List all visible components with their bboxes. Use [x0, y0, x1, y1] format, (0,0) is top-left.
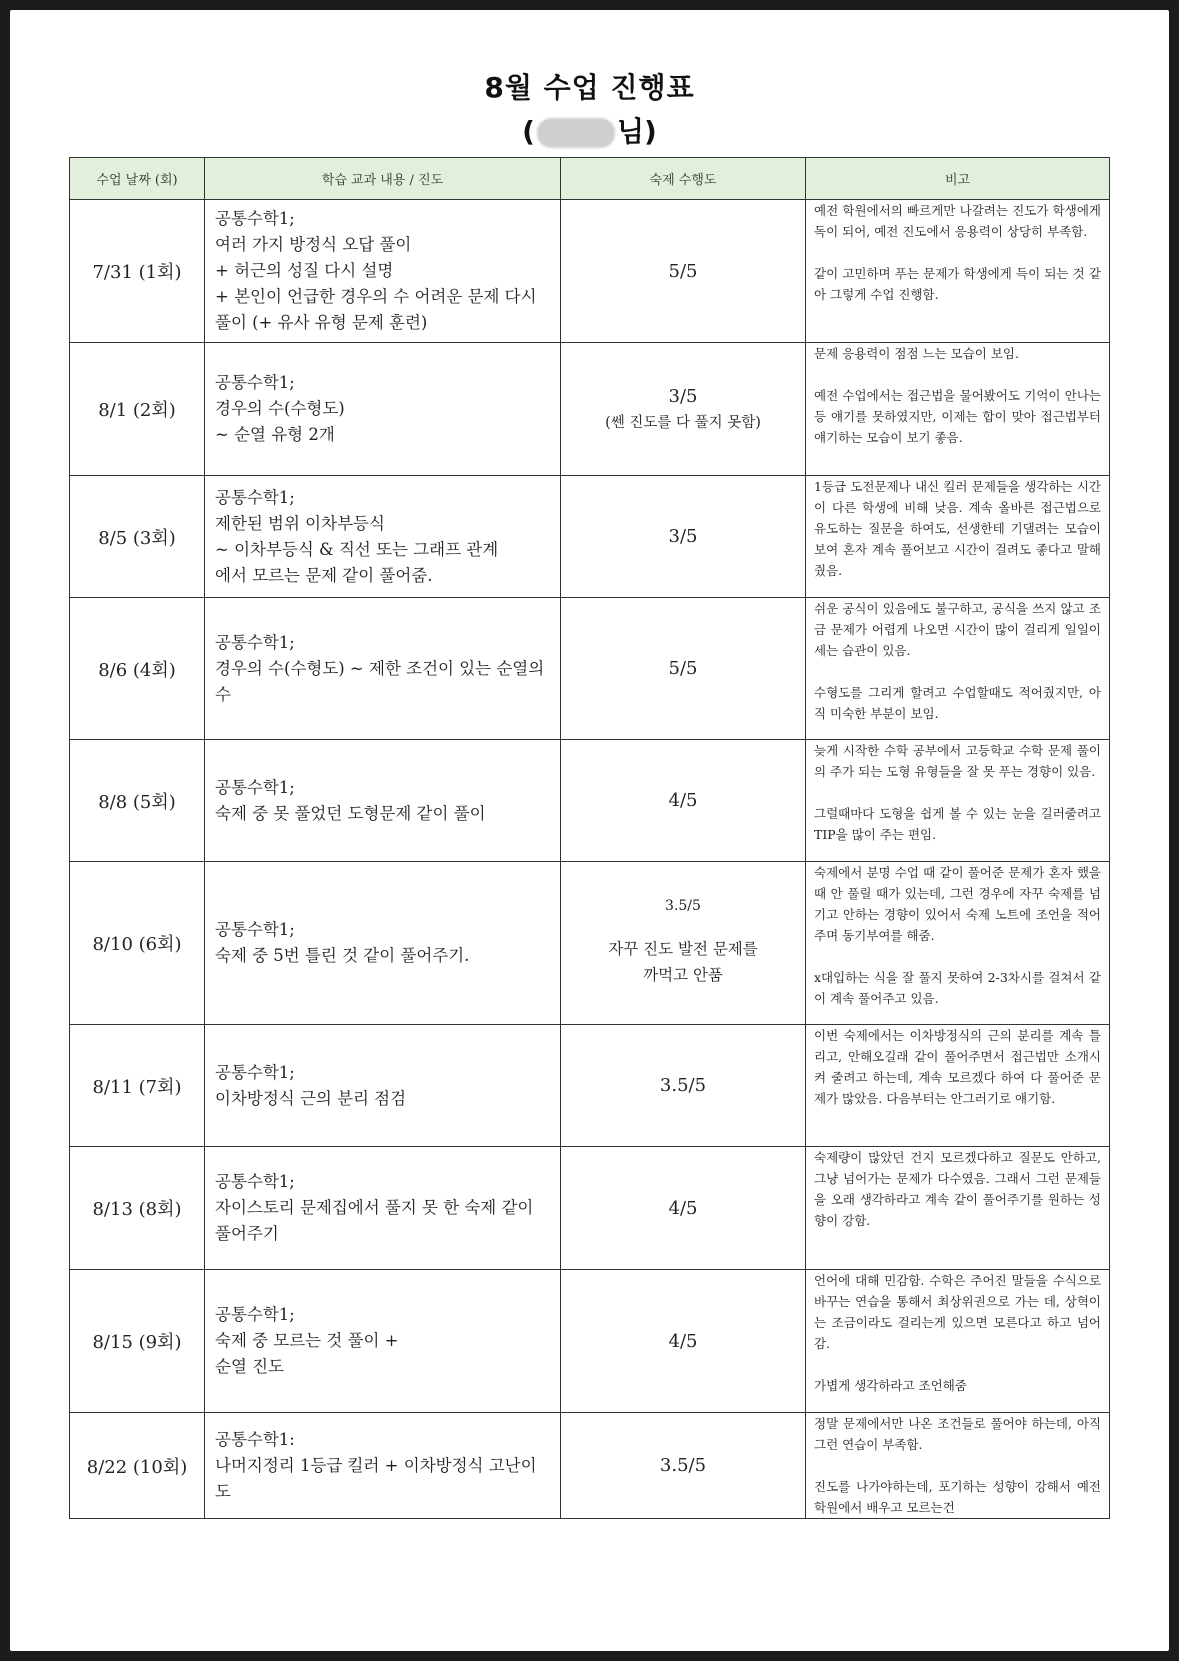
- paragraph-gap: [814, 242, 1101, 263]
- lesson-date: 8/10 (6회): [70, 862, 205, 1025]
- remarks: [806, 476, 1110, 598]
- remark-paragraph: 쉬운 공식이 있음에도 불구하고, 공식을 쓰지 않고 조금 문제가 어렵게 나오면 시간이 많이 걸리게 일일이 세는 습관이 있음.: [814, 601, 1101, 658]
- remark-paragraph: 정말 문제에서만 나온 조건들로 풀어야 하는데, 아직 그런 연습이 부족함.: [814, 1416, 1101, 1452]
- content-line: 공통수학1;: [215, 920, 295, 939]
- homework-note: 자꾸 진도 발전 문제를 까먹고 안품: [608, 940, 758, 984]
- schedule-table: [69, 157, 1110, 1519]
- table-row: [70, 598, 1110, 740]
- table-row: [70, 1147, 1110, 1270]
- homework-score: [561, 598, 806, 740]
- content-line: 공통수학1;: [215, 209, 295, 228]
- remark-paragraph: 예전 학원에서의 빠르게만 나갈려는 진도가 학생에게 독이 되어, 예전 진도에서 응용력이 상당히 부족함.: [814, 203, 1101, 239]
- content-line: 나머지정리 1등급 킬러 + 이차방정식 고난이도: [215, 1455, 537, 1501]
- homework-score: [561, 343, 806, 476]
- homework-score: [561, 1025, 806, 1147]
- lesson-date: 8/1 (2회): [70, 343, 205, 476]
- homework-value: 5/5: [668, 658, 698, 679]
- content-line: 제한된 범위 이차부등식: [215, 513, 385, 533]
- remarks: [806, 1147, 1110, 1270]
- table-row: [70, 476, 1110, 598]
- remarks: [806, 740, 1110, 862]
- content-line: ~ 이차부등식 & 직선 또는 그래프 관계: [215, 539, 499, 559]
- header-homework: 숙제 수행도: [561, 158, 806, 200]
- lesson-date: 8/6 (4회): [70, 598, 205, 740]
- content-line: 숙제 중 못 풀었던 도형문제 같이 풀이: [215, 803, 486, 823]
- table-row: [70, 740, 1110, 862]
- remark-paragraph: 예전 수업에서는 접근법을 물어봤어도 기억이 안나는 등 얘기를 못하였지만, 이제는 합이 맞아 접근법부터 얘기하는 모습이 보기 좋음.: [814, 388, 1101, 445]
- content-line: 경우의 수(수형도) ~ 제한 조건이 있는 순열의 수: [215, 658, 545, 704]
- homework-score: [561, 740, 806, 862]
- table-header-row: [70, 158, 1110, 200]
- homework-score: [561, 862, 806, 1025]
- content-line: 자이스토리 문제집에서 풀지 못 한 숙제 같이 풀어주기: [215, 1198, 534, 1243]
- homework-value: 4/5: [668, 1197, 698, 1219]
- paragraph-gap: [814, 782, 1101, 803]
- lesson-content: [205, 1413, 561, 1519]
- lesson-content: [205, 1147, 561, 1270]
- paragraph-gap: [814, 661, 1101, 682]
- lesson-date: 8/22 (10회): [70, 1413, 205, 1519]
- paragraph-gap: [814, 1354, 1101, 1375]
- content-line: 공통수학1;: [215, 1062, 295, 1082]
- remark-paragraph: 같이 고민하며 푸는 문제가 학생에게 득이 되는 것 같아 그렇게 수업 진행함.: [814, 266, 1101, 302]
- content-line: 공통수학1;: [215, 1305, 295, 1324]
- remark-paragraph: 진도를 나가야하는데, 포기하는 성향이 강해서 예전 학원에서 배우고 모르는건: [814, 1479, 1101, 1515]
- document-subtitle: [10, 110, 1169, 150]
- table-row: [70, 1270, 1110, 1413]
- remarks: [806, 1413, 1110, 1519]
- content-line: 공통수학1:: [215, 1429, 295, 1449]
- remarks: [806, 343, 1110, 476]
- remark-paragraph: 수형도를 그리게 할려고 수업할때도 적어줬지만, 아직 미숙한 부분이 보임.: [814, 685, 1101, 721]
- content-line: 에서 모르는 문제 같이 풀어줌.: [215, 565, 433, 585]
- homework-score: [561, 1413, 806, 1519]
- header-date: 수업 날짜 (회): [70, 158, 205, 200]
- remarks: [806, 200, 1110, 343]
- remark-paragraph: 숙제에서 분명 수업 때 같이 풀어준 문제가 혼자 했을 때 안 풀릴 때가 있는데, 그런 경우에 자꾸 숙제를 넘기고 안하는 경향이 있어서 숙제 노트에 조언을 적어주며 동기부여를 해줌.: [814, 865, 1101, 943]
- header-remarks: 비고: [806, 158, 1110, 200]
- remarks: [806, 598, 1110, 740]
- paragraph-gap: [814, 1455, 1101, 1476]
- content-line: + 본인이 언급한 경우의 수 어려운 문제 다시 풀이 (+ 유사 유형 문제 훈련): [215, 287, 537, 332]
- lesson-content: [205, 740, 561, 862]
- lesson-content: [205, 598, 561, 740]
- homework-value: 3.5/5: [659, 1455, 707, 1476]
- document-page: [10, 10, 1169, 1651]
- homework-value: 3.5/5: [665, 898, 701, 914]
- lesson-date: 8/13 (8회): [70, 1147, 205, 1270]
- remark-paragraph: 1등급 도전문제나 내신 킬러 문제들을 생각하는 시간이 다른 학생에 비해 낮음. 계속 올바른 접근법으로 유도하는 질문을 하여도, 선생한테 기댈려는 모습이 보여 혼자 계속 풀어보고 시간이 걸려도 좋다고 말해줬음.: [814, 479, 1101, 578]
- remarks: [806, 1270, 1110, 1413]
- remark-paragraph: 숙제량이 많았던 건지 모르겠다하고 질문도 안하고, 그냥 넘어가는 문제가 다수였음. 그래서 그런 문제들을 오래 생각하라고 계속 같이 풀어주기를 원하는 성향이 강함.: [814, 1150, 1101, 1228]
- homework-score: [561, 200, 806, 343]
- remark-paragraph: 가볍게 생각하라고 조언해줌: [814, 1378, 967, 1393]
- content-line: 이차방정식 근의 분리 점검: [215, 1088, 407, 1108]
- lesson-date: 8/15 (9회): [70, 1270, 205, 1413]
- homework-value: 3/5: [668, 386, 698, 407]
- content-line: 공통수학1;: [215, 487, 295, 507]
- remark-paragraph: 언어에 대해 민감함. 수학은 주어진 말들을 수식으로 바꾸는 연습을 통해서 최상위권으로 가는 데, 상혁이는 조금이라도 걸리는게 있으면 모른다고 하고 넘어감.: [814, 1273, 1101, 1351]
- lesson-content: [205, 200, 561, 343]
- header-content: 학습 교과 내용 / 진도: [205, 158, 561, 200]
- homework-score: [561, 1270, 806, 1413]
- table-row: [70, 1413, 1110, 1519]
- paragraph-gap: [814, 946, 1101, 967]
- remarks: [806, 1025, 1110, 1147]
- homework-value: 3.5/5: [659, 1075, 707, 1096]
- table-row: [70, 200, 1110, 343]
- lesson-content: [205, 343, 561, 476]
- document-title: 8월 수업 진행표: [484, 71, 695, 104]
- table-row: [70, 862, 1110, 1025]
- content-line: 공통수학1;: [215, 632, 295, 652]
- remark-paragraph: x대입하는 식을 잘 풀지 못하여 2-3차시를 걸쳐서 같이 계속 풀어주고 있음.: [814, 970, 1101, 1006]
- lesson-date: 8/8 (5회): [70, 740, 205, 862]
- content-line: 숙제 중 모르는 것 풀이 +: [215, 1331, 399, 1350]
- homework-value: 3/5: [668, 526, 698, 547]
- lesson-content: [205, 1025, 561, 1147]
- paragraph-gap: [814, 364, 1101, 385]
- remark-paragraph: 이번 숙제에서는 이차방정식의 근의 분리를 계속 틀리고, 안해오길래 같이 풀어주면서 접근법만 소개시켜 줄려고 하는데, 계속 모르겠다 하여 다 풀어준 문제가 많았음. 다음부터는 안그러기로 얘기함.: [814, 1028, 1101, 1106]
- lesson-content: [205, 476, 561, 598]
- subtitle-open: (: [522, 115, 535, 148]
- homework-value: 4/5: [668, 1330, 698, 1352]
- content-line: ~ 순열 유형 2개: [215, 425, 335, 444]
- remark-paragraph: 그럴때마다 도형을 쉽게 볼 수 있는 눈을 길러줄려고 TIP을 많이 주는 편임.: [814, 806, 1101, 842]
- content-line: 경우의 수(수형도): [215, 399, 345, 418]
- lesson-content: [205, 1270, 561, 1413]
- lesson-date: 8/11 (7회): [70, 1025, 205, 1147]
- homework-value: 4/5: [668, 790, 698, 811]
- homework-score: [561, 476, 806, 598]
- lesson-date: 7/31 (1회): [70, 200, 205, 343]
- remark-paragraph: 늦게 시작한 수학 공부에서 고등학교 수학 문제 풀이의 주가 되는 도형 유형들을 잘 못 푸는 경향이 있음.: [814, 743, 1101, 779]
- content-line: + 허근의 성질 다시 설명: [215, 261, 394, 280]
- homework-value: 5/5: [668, 260, 698, 282]
- homework-score: [561, 1147, 806, 1270]
- content-line: 순열 진도: [215, 1357, 285, 1376]
- remarks: [806, 862, 1110, 1025]
- content-line: 공통수학1;: [215, 1172, 295, 1191]
- content-line: 공통수학1;: [215, 777, 295, 797]
- content-line: 여러 가지 방정식 오답 풀이: [215, 235, 412, 254]
- lesson-content: [205, 862, 561, 1025]
- lesson-date: 8/5 (3회): [70, 476, 205, 598]
- redacted-name: [537, 118, 615, 148]
- homework-note: (쎈 진도를 다 풀지 못함): [605, 415, 761, 431]
- content-line: 숙제 중 5번 틀린 것 같이 풀어주기.: [215, 946, 470, 965]
- content-line: 공통수학1;: [215, 373, 295, 392]
- table-row: [70, 1025, 1110, 1147]
- table-row: [70, 343, 1110, 476]
- subtitle-close: 님): [616, 115, 657, 148]
- remark-paragraph: 문제 응용력이 점점 느는 모습이 보임.: [814, 346, 1019, 361]
